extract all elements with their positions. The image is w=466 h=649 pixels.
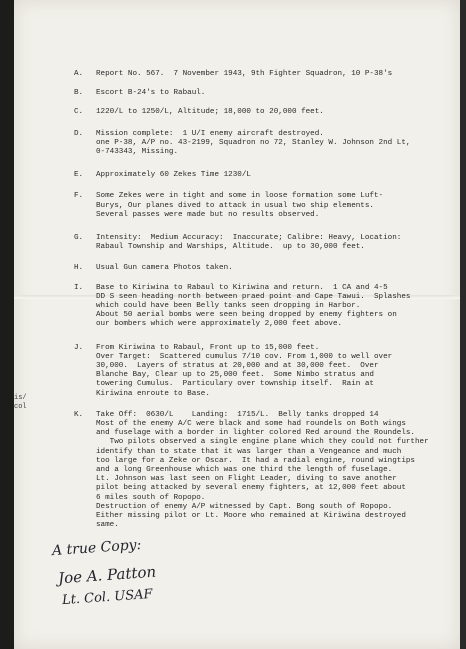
- margin-note: [14, 394, 28, 412]
- text-line: and fuselage with a border in lighter colored Red around the Roundels.: [96, 429, 415, 438]
- paragraph-label: I.: [74, 283, 84, 292]
- text-line: 1220/L to 1250/L, Altitude; 18,000 to 20,000 feet.: [96, 108, 324, 117]
- paragraph-label: H.: [74, 264, 84, 273]
- text-line: our bombers which were approximately 2,000 feet above.: [96, 320, 343, 329]
- paragraph-text: [96, 234, 401, 252]
- text-line: Lt. Johnson was last seen on Flight Leader, diving to save another: [96, 475, 397, 484]
- paragraph-text: [96, 344, 392, 399]
- paragraph-label: C.: [74, 108, 84, 117]
- signature-name: Joe A. Patton: [57, 562, 157, 588]
- text-line: identify than to state that it was larger than a Vengeance and much: [96, 447, 402, 456]
- paragraph-label: F.: [74, 192, 84, 201]
- text-line: which could have been Belly tanks seen dropping in Harbor.: [96, 302, 361, 310]
- text-line: Escort B-24's to Rabaul.: [96, 89, 206, 98]
- text-line: towering Cumulus. Particulary over township itself. Rain at: [96, 380, 374, 389]
- margin-note-line: col: [14, 403, 27, 411]
- text-line: Some Zekes were in tight and some in loose formation some Luft-: [96, 192, 384, 201]
- text-line: one P-38, A/P no. 43-2199, Squadron no 72, Stanley W. Johnson 2nd Lt,: [96, 138, 411, 147]
- paragraph-text: [96, 411, 429, 531]
- text-line: and a long Greenhouse which was one third the length of fuselage.: [96, 466, 393, 475]
- text-line: 6 miles south of Ropopo.: [96, 493, 206, 502]
- text-line: 30,000. Layers of stratus at 20,000 and at 30,000 feet. Over: [96, 362, 379, 370]
- text-line: Destruction of enemy A/P witnessed by Capt. Bong south of Ropopo.: [96, 502, 393, 511]
- text-line: Several passes were made but no results observed.: [96, 210, 320, 219]
- paragraph-label: A.: [74, 70, 84, 78]
- paragraph-label: E.: [74, 171, 84, 180]
- signature-block: [51, 536, 252, 620]
- text-line: pilot being attacked by several enemy fighters, at 12,000 feet about: [96, 484, 406, 493]
- text-line: Over Target: Scattered cumulus 7/10 cov. From 1,000 to well over: [96, 352, 393, 361]
- paragraph-text: [96, 130, 410, 158]
- text-line: Burys, Our planes dived to attack in usual two ship elements.: [96, 201, 374, 210]
- text-line: Take Off: 0630/L Landing: 1715/L. Belly tanks dropped 14: [96, 410, 379, 419]
- text-line: Base to Kiriwina to Rabaul to Kiriwina and return. 1 CA and 4-5: [96, 283, 388, 292]
- paragraph-label: J.: [74, 343, 84, 352]
- scan-edge: [460, 0, 466, 649]
- text-line: Rabaul Township and Warships, Altitude. up to 30,000 feet.: [96, 243, 365, 252]
- text-line: DD S seen heading north between praed point and Cape Tawui. Splashes: [96, 292, 411, 301]
- paragraph-label: K.: [74, 410, 84, 419]
- paragraph-text: [96, 264, 233, 273]
- text-line: Mission complete: 1 U/I enemy aircraft destroyed.: [96, 129, 324, 138]
- paragraph-text: [96, 284, 410, 330]
- paragraph-text: [96, 108, 324, 117]
- paragraph-text: [96, 192, 383, 220]
- paragraph-label: G.: [74, 234, 84, 242]
- text-line: Intensity: Medium Accuracy: Inaccurate; Calibre: Heavy, Location:: [96, 234, 402, 242]
- paragraph-label: B.: [74, 89, 84, 98]
- text-line: About 50 aerial bombs were seen being dropped by enemy fighters on: [96, 311, 397, 320]
- signature-line: A true Copy:: [51, 536, 142, 560]
- signature-rank: Lt. Col. USAF: [61, 586, 154, 609]
- paragraph-label: D.: [74, 129, 84, 138]
- text-line: Either missing pilot or Lt. Moore who remained at Kiriwina destroyed: [96, 512, 406, 521]
- text-line: same.: [96, 521, 119, 530]
- paragraph-text: [96, 171, 251, 180]
- text-line: Most of the enemy A/C were black and some had roundels on Both wings: [96, 420, 406, 428]
- text-line: Usual Gun camera Photos taken.: [96, 264, 233, 273]
- document-page: [14, 0, 460, 649]
- margin-note-line: is/: [14, 394, 27, 402]
- text-line: too large for a Zeke or Oscar. It had a radial engine, round wingtips: [96, 456, 415, 465]
- text-line: Kiriwina enroute to Base.: [96, 389, 210, 398]
- text-line: Blanche Bay, Clear up to 25,000 feet. Some Nimbo stratus and: [96, 371, 374, 380]
- paragraph-text: [96, 89, 205, 98]
- text-line: From Kiriwina to Rabaul, Front up to 15,000 feet.: [96, 343, 320, 352]
- paragraph-text: [96, 70, 392, 79]
- text-line: 0-743343, Missing.: [96, 148, 179, 156]
- text-line: Two pilots observed a single engine plane which they could not further: [96, 438, 429, 447]
- text-line: Approximately 60 Zekes Time 1230/L: [96, 171, 251, 180]
- text-line: Report No. 567. 7 November 1943, 9th Fighter Squadron, 10 P-38's: [96, 70, 393, 78]
